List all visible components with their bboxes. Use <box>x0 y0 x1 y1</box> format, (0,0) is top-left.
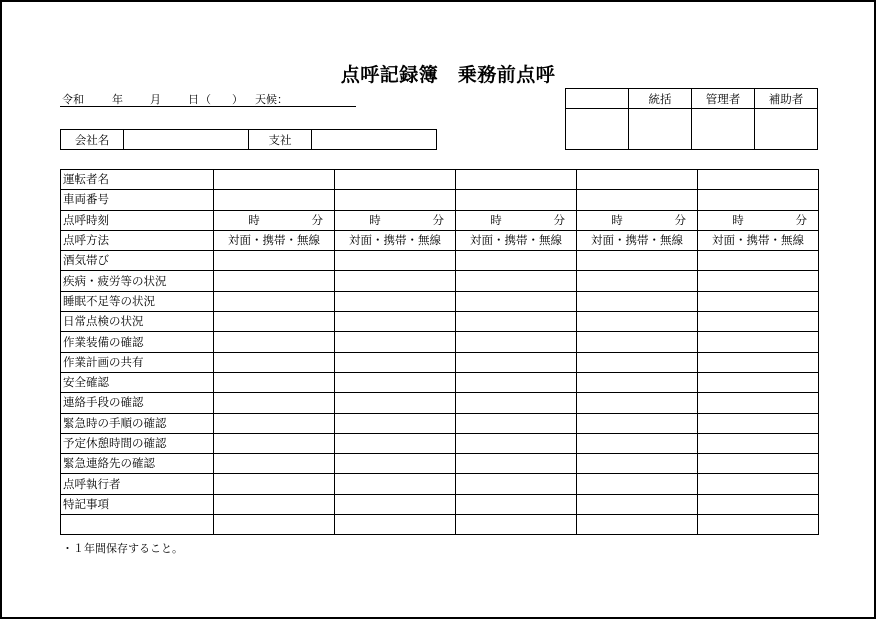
entry-cell[interactable] <box>214 393 335 413</box>
row-label: 安全確認 <box>61 372 214 392</box>
row-label: 緊急連絡先の確認 <box>61 454 214 474</box>
row-label: 連絡手段の確認 <box>61 393 214 413</box>
table-row <box>61 393 819 413</box>
weekday-close: ） <box>232 93 243 106</box>
entry-cell[interactable] <box>335 433 456 453</box>
entry-cell[interactable] <box>577 515 698 535</box>
approval-stamp-cell[interactable] <box>692 109 755 150</box>
approval-header-blank <box>566 89 629 109</box>
method-cell[interactable]: 対面・携帯・無線 <box>335 230 456 250</box>
weekday-open: （ <box>200 93 211 106</box>
entry-cell[interactable] <box>577 271 698 291</box>
entry-cell[interactable] <box>698 332 819 352</box>
entry-cell[interactable] <box>577 190 698 210</box>
entry-cell[interactable] <box>214 190 335 210</box>
approval-stamp-cell[interactable] <box>566 109 629 150</box>
table-row <box>61 413 819 433</box>
roll-call-table <box>60 169 819 535</box>
minute-label: 分 <box>432 212 444 227</box>
table-row <box>61 454 819 474</box>
row-label: 運転者名 <box>61 170 214 190</box>
year-label: 年 <box>112 93 123 106</box>
entry-cell[interactable] <box>214 494 335 514</box>
entry-cell[interactable] <box>577 433 698 453</box>
table-row <box>61 515 819 535</box>
entry-cell[interactable] <box>335 454 456 474</box>
entry-cell[interactable] <box>698 413 819 433</box>
entry-cell[interactable] <box>698 352 819 372</box>
entry-cell[interactable] <box>456 291 577 311</box>
table-row <box>61 251 819 271</box>
entry-cell[interactable] <box>456 190 577 210</box>
entry-cell[interactable] <box>214 332 335 352</box>
row-label: 作業計画の共有 <box>61 352 214 372</box>
row-label: 日常点検の状況 <box>61 312 214 332</box>
entry-cell[interactable] <box>456 393 577 413</box>
entry-cell[interactable] <box>335 352 456 372</box>
day-label: 日 <box>188 93 199 106</box>
time-cell[interactable] <box>335 210 456 230</box>
minute-label: 分 <box>553 212 565 227</box>
entry-cell[interactable] <box>456 271 577 291</box>
entry-cell[interactable] <box>214 372 335 392</box>
entry-cell[interactable] <box>335 291 456 311</box>
entry-cell[interactable] <box>456 494 577 514</box>
entry-cell[interactable] <box>214 271 335 291</box>
approval-header-manager: 管理者 <box>692 89 755 109</box>
method-cell[interactable]: 対面・携帯・無線 <box>698 230 819 250</box>
date-weather-line <box>60 90 356 107</box>
entry-cell[interactable] <box>577 170 698 190</box>
entry-cell[interactable] <box>335 170 456 190</box>
entry-cell[interactable] <box>335 190 456 210</box>
minute-label: 分 <box>795 212 807 227</box>
table-row <box>61 190 819 210</box>
entry-cell[interactable] <box>456 474 577 494</box>
row-label: 点呼時刻 <box>61 210 214 230</box>
entry-cell[interactable] <box>698 433 819 453</box>
entry-cell[interactable] <box>335 251 456 271</box>
entry-cell[interactable] <box>335 515 456 535</box>
entry-cell[interactable] <box>214 515 335 535</box>
approval-stamp-cell[interactable] <box>629 109 692 150</box>
entry-cell[interactable] <box>698 494 819 514</box>
entry-cell[interactable] <box>335 413 456 433</box>
entry-cell[interactable] <box>456 170 577 190</box>
entry-cell[interactable] <box>577 291 698 311</box>
entry-cell[interactable] <box>214 413 335 433</box>
entry-cell[interactable] <box>577 454 698 474</box>
entry-cell[interactable] <box>335 474 456 494</box>
entry-cell[interactable] <box>214 352 335 372</box>
entry-cell[interactable] <box>214 474 335 494</box>
table-row <box>61 474 819 494</box>
entry-cell[interactable] <box>577 332 698 352</box>
entry-cell[interactable] <box>456 312 577 332</box>
row-label: 点呼方法 <box>61 230 214 250</box>
company-name-label: 会社名 <box>61 130 124 150</box>
row-label: 睡眠不足等の状況 <box>61 291 214 311</box>
hour-label: 時 <box>490 212 502 227</box>
entry-cell[interactable] <box>335 332 456 352</box>
company-name-field[interactable] <box>124 130 249 150</box>
approval-stamp-table <box>565 88 818 150</box>
weather-label: 天候： <box>255 93 288 106</box>
entry-cell[interactable] <box>577 372 698 392</box>
era-label: 令和 <box>62 93 84 106</box>
time-cell[interactable] <box>456 210 577 230</box>
table-row <box>61 210 819 230</box>
entry-cell[interactable] <box>577 312 698 332</box>
hour-label: 時 <box>248 212 260 227</box>
entry-cell[interactable] <box>577 251 698 271</box>
branch-field[interactable] <box>312 130 437 150</box>
row-label: 特記事項 <box>61 494 214 514</box>
hour-label: 時 <box>369 212 381 227</box>
entry-cell[interactable] <box>698 372 819 392</box>
entry-cell[interactable] <box>335 494 456 514</box>
table-row <box>61 312 819 332</box>
row-label: 疾病・疲労等の状況 <box>61 271 214 291</box>
table-row <box>61 332 819 352</box>
row-label: 予定休憩時間の確認 <box>61 433 214 453</box>
table-row <box>61 291 819 311</box>
approval-header-assistant: 補助者 <box>755 89 818 109</box>
entry-cell[interactable] <box>456 515 577 535</box>
entry-cell[interactable] <box>214 251 335 271</box>
entry-cell[interactable] <box>698 393 819 413</box>
month-label: 月 <box>150 93 161 106</box>
entry-cell[interactable] <box>698 474 819 494</box>
entry-cell[interactable] <box>456 454 577 474</box>
table-row <box>61 494 819 514</box>
entry-cell[interactable] <box>456 251 577 271</box>
entry-cell[interactable] <box>577 413 698 433</box>
entry-cell[interactable] <box>456 433 577 453</box>
row-label: 車両番号 <box>61 190 214 210</box>
entry-cell[interactable] <box>698 515 819 535</box>
entry-cell[interactable] <box>335 393 456 413</box>
entry-cell[interactable] <box>456 413 577 433</box>
table-row <box>61 372 819 392</box>
company-table <box>60 129 437 150</box>
minute-label: 分 <box>674 212 686 227</box>
entry-cell[interactable] <box>214 454 335 474</box>
entry-cell[interactable] <box>456 372 577 392</box>
row-label: 点呼執行者 <box>61 474 214 494</box>
entry-cell[interactable] <box>456 332 577 352</box>
entry-cell[interactable] <box>335 312 456 332</box>
minute-label: 分 <box>311 212 323 227</box>
row-label: 緊急時の手順の確認 <box>61 413 214 433</box>
entry-cell[interactable] <box>698 271 819 291</box>
entry-cell[interactable] <box>214 312 335 332</box>
entry-cell[interactable] <box>577 474 698 494</box>
entry-cell[interactable] <box>214 433 335 453</box>
entry-cell[interactable] <box>698 251 819 271</box>
time-cell[interactable] <box>577 210 698 230</box>
method-cell[interactable]: 対面・携帯・無線 <box>456 230 577 250</box>
entry-cell[interactable] <box>698 190 819 210</box>
entry-cell[interactable] <box>698 454 819 474</box>
row-label: 酒気帯び <box>61 251 214 271</box>
entry-cell[interactable] <box>577 494 698 514</box>
table-row <box>61 170 819 190</box>
time-cell[interactable] <box>214 210 335 230</box>
entry-cell[interactable] <box>214 170 335 190</box>
approval-header-supervisor: 統括 <box>629 89 692 109</box>
hour-label: 時 <box>611 212 623 227</box>
entry-cell[interactable] <box>456 352 577 372</box>
row-label: 作業装備の確認 <box>61 332 214 352</box>
table-row <box>61 433 819 453</box>
method-cell[interactable]: 対面・携帯・無線 <box>214 230 335 250</box>
table-row <box>61 352 819 372</box>
entry-cell[interactable] <box>698 291 819 311</box>
row-label <box>61 515 214 535</box>
entry-cell[interactable] <box>335 372 456 392</box>
retention-note: ・１年間保存すること。 <box>62 542 183 555</box>
entry-cell[interactable] <box>577 352 698 372</box>
approval-stamp-cell[interactable] <box>755 109 818 150</box>
entry-cell[interactable] <box>698 170 819 190</box>
hour-label: 時 <box>732 212 744 227</box>
entry-cell[interactable] <box>698 312 819 332</box>
branch-label: 支社 <box>249 130 312 150</box>
entry-cell[interactable] <box>214 291 335 311</box>
entry-cell[interactable] <box>335 271 456 291</box>
entry-cell[interactable] <box>577 393 698 413</box>
method-cell[interactable]: 対面・携帯・無線 <box>577 230 698 250</box>
page-title: 点呼記録簿 乗務前点呼 <box>340 64 556 86</box>
table-row <box>61 230 819 250</box>
time-cell[interactable] <box>698 210 819 230</box>
table-row <box>61 271 819 291</box>
